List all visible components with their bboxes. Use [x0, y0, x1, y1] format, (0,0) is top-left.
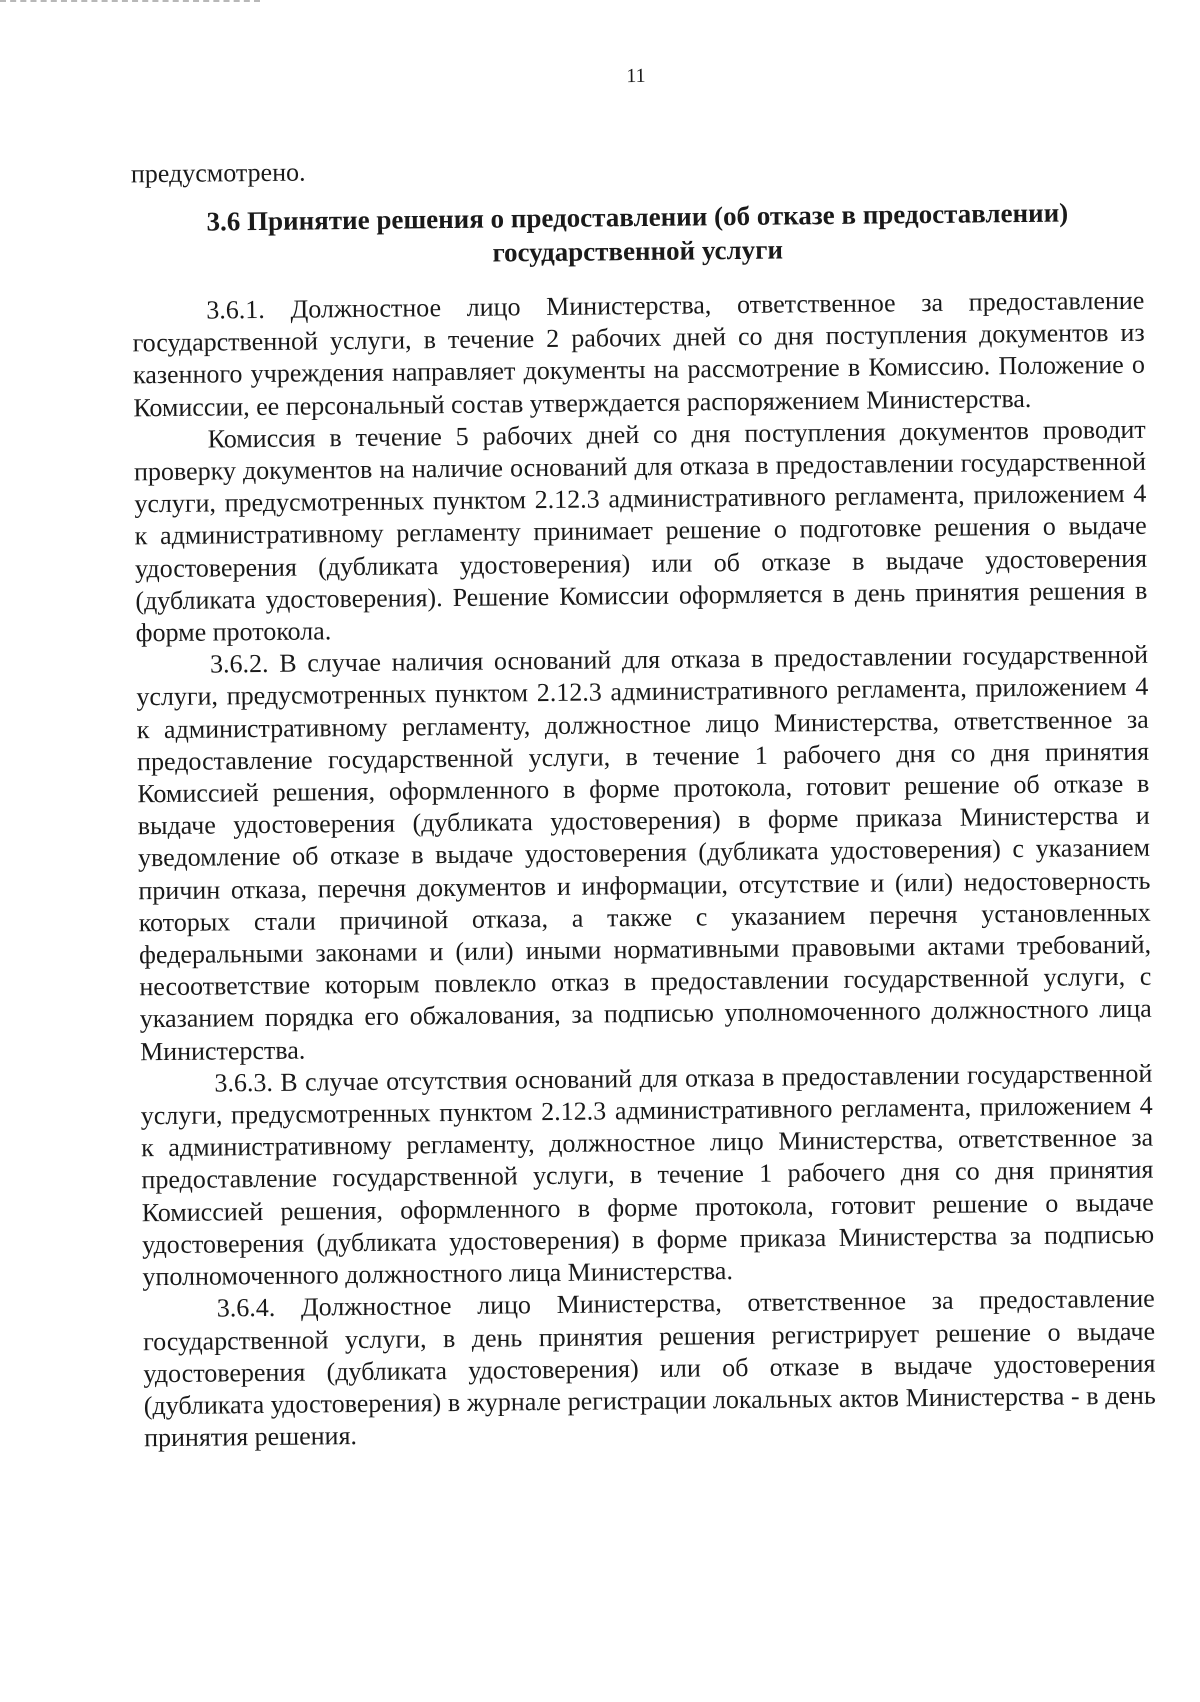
document-page — [129, 0, 1159, 1702]
paragraph-3-6-1: 3.6.1. Должностное лицо Министерства, ответственное за предоставление государственной услуги, в течение 2 рабочих дней со дня поступления документов из казенного учреждения направляет документы на рассмотрение в Комиссию. Положение о Комиссии, ее персональный состав утверждается распоряжением Министерства. — [132, 285, 1146, 422]
paragraph-commission: Комиссия в течение 5 рабочих дней со дня поступления документов проводит проверку документов на наличие оснований для отказа в предоставлении государственной услуги, предусмотренных пунктом 2.12.3 административного регламента, приложением 4 к административному регламенту принимает решение о подготовке решения о выдаче удостоверения (дубликата удостоверения) или об отказе в выдаче удостоверения (дубликата удостоверения). Решение Комиссии оформляется в день принятия решения в форме протокола. — [133, 414, 1148, 648]
paragraph-3-6-2: 3.6.2. В случае наличия оснований для отказа в предоставлении государственной услуги, предусмотренных пунктом 2.12.3 административного регламента, приложением 4 к административному регламенту, должностное лицо Министерства, ответственное за предоставление государственной услуги, в течение 1 рабочего дня со дня принятия Комиссией решения, оформленного в форме протокола, готовит решение об отказе в выдаче удостоверения (дубликата удостоверения) в форме приказа Министерства и уведомление об отказе в выдаче удостоверения (дубликата удостоверения) с указанием причин отказа, перечня документов и информации, отсутствие и (или) недостоверность которых стали причиной отказа, а также с указанием перечня установленных федеральными законами и (или) иными нормативными правовыми актами требований, несоответствие которым повлекло отказ в предоставлении государственной услуги, с указанием порядка его обжалования, за подписью уполномоченного должностного лица Министерства. — [136, 639, 1152, 1066]
continued-text: предусмотрено. — [130, 157, 306, 189]
scan-edge-mark — [0, 0, 260, 2]
paragraph-3-6-3: 3.6.3. В случае отсутствия оснований для отказа в предоставлении государственной услуги, предусмотренных пунктом 2.12.3 административного регламента, приложением 4 к административному регламенту, должностное лицо Министерства, ответственное за предоставление государственной услуги, в течение 1 рабочего дня со дня принятия Комиссией решения, оформленного в форме протокола, готовит решение о выдаче удостоверения (дубликата удостоверения) в форме приказа Министерства за подписью уполномоченного должностного лица Министерства. — [140, 1058, 1155, 1292]
section-heading-line-2: государственной услуги — [492, 234, 784, 268]
section-heading — [151, 195, 1124, 273]
section-heading-line-1: 3.6 Принятие решения о предоставлении (об отказе в предоставлении) — [206, 197, 1069, 237]
section-body — [132, 285, 1156, 1455]
page-number: 11 — [626, 64, 646, 88]
paragraph-3-6-4: 3.6.4. Должностное лицо Министерства, ответственное за предоставление государственной услуги, в день принятия решения регистрирует решение о выдаче удостоверения (дубликата удостоверения) или об отказе в выдаче удостоверения (дубликата удостоверения) в журнале регистрации локальных актов Министерства - в день принятия решения. — [142, 1283, 1156, 1453]
